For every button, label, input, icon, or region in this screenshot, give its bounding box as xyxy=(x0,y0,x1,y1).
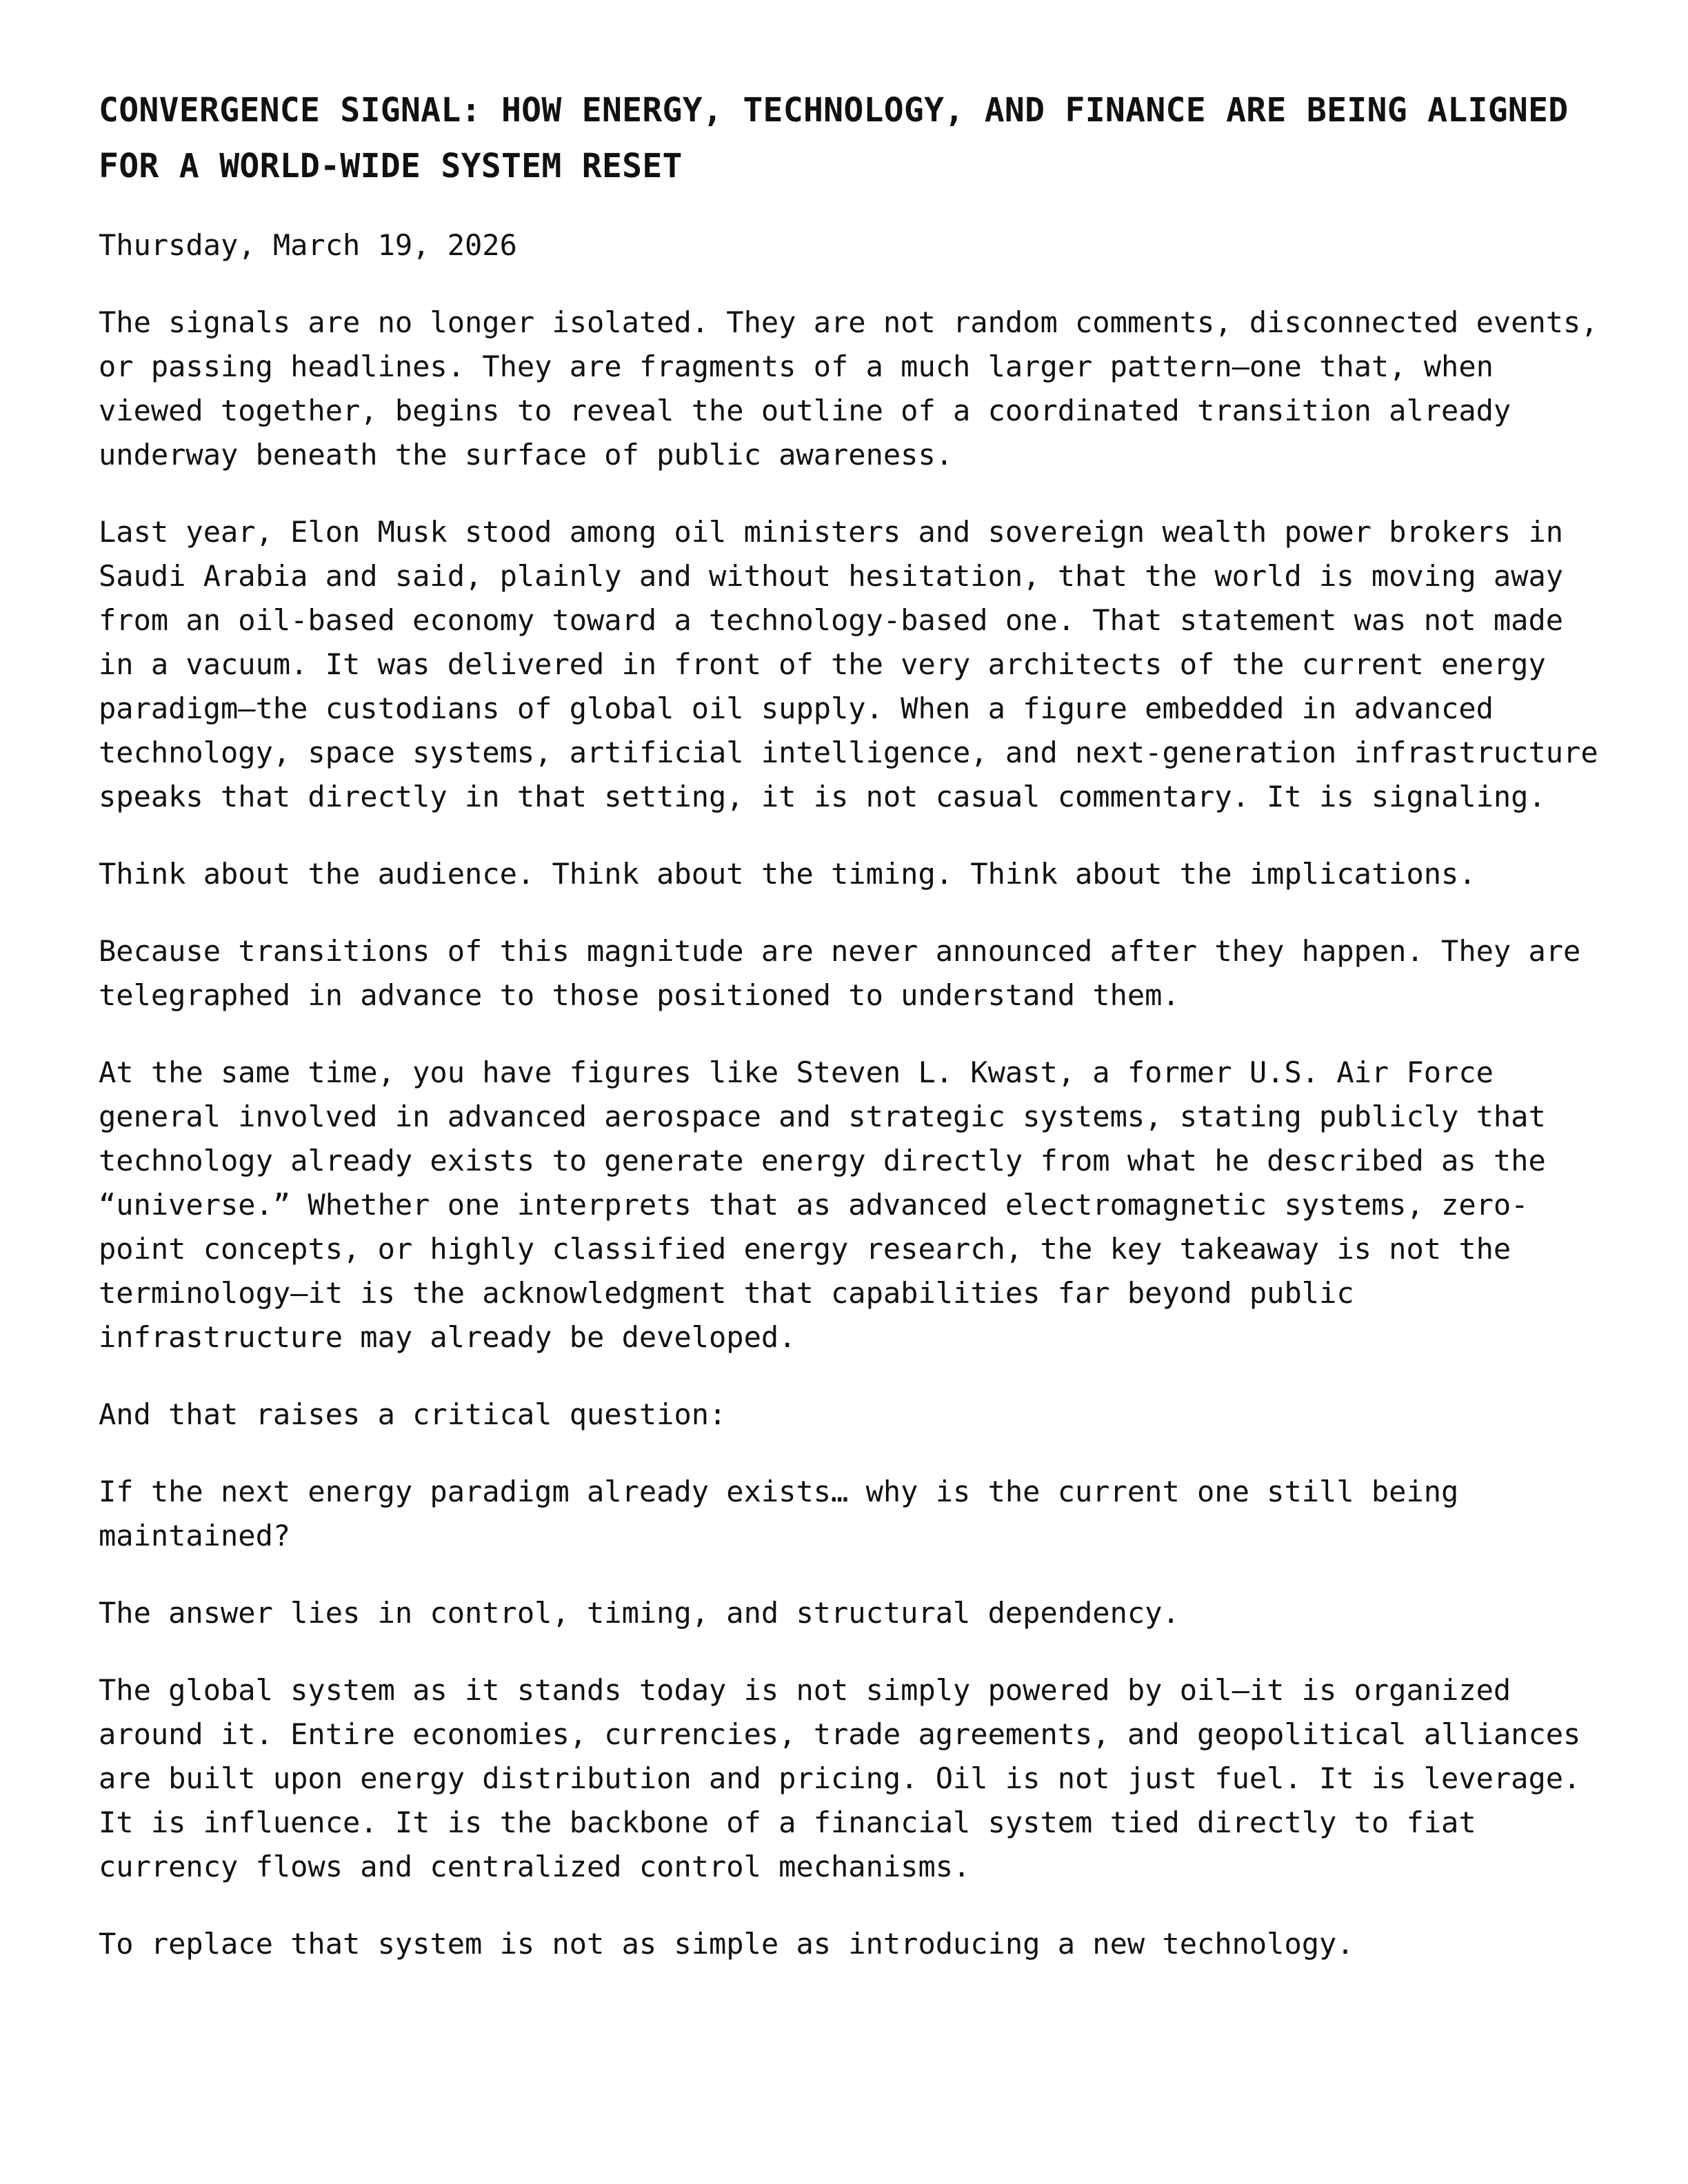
article-date: Thursday, March 19, 2026 xyxy=(99,228,517,262)
article-title: CONVERGENCE SIGNAL: HOW ENERGY, TECHNOLOGY, AND FINANCE ARE BEING ALIGNED FOR A WORLD-WIDE SYSTEM RESET xyxy=(99,91,1569,185)
article-paragraph: Think about the audience. Think about the timing. Think about the implications. xyxy=(99,857,1476,891)
article-paragraph: And that raises a critical question: xyxy=(99,1397,727,1431)
article-paragraph: To replace that system is not as simple as introducing a new technology. xyxy=(99,1927,1354,1961)
article-paragraph: The signals are no longer isolated. They are not random comments, disconnected events, or passing headlines. They are fragments of a much larger pattern—one that, when viewed together, begins to reveal the outline of a coordinated transition already underway beneath the surface of public awareness. xyxy=(99,305,1598,472)
article-paragraph: At the same time, you have figures like Steven L. Kwast, a former U.S. Air Force general involved in advanced aerospace and strategic systems, stating publicly that technology already exists to generate energy directly from what he described as the “universe.” Whether one interprets that as advanced electromagnetic systems, zero-point concepts, or highly classified energy research, the key takeaway is not the terminology—it is the acknowledgment that capabilities far beyond public infrastructure may already be developed. xyxy=(99,1055,1546,1354)
article-paragraph: Last year, Elon Musk stood among oil ministers and sovereign wealth power brokers in Saudi Arabia and said, plainly and without hesitation, that the world is moving away from an oil-based economy toward a technology-based one. That statement was not made in a vacuum. It was delivered in front of the very architects of the current energy paradigm—the custodians of global oil supply. When a figure embedded in advanced technology, space systems, artificial intelligence, and next-generation infrastructure speaks that directly in that setting, it is not casual commentary. It is signaling. xyxy=(99,515,1598,813)
article-paragraph: If the next energy paradigm already exists… why is the current one still being maintained? xyxy=(99,1475,1459,1553)
article-paragraph: Because transitions of this magnitude are never announced after they happen. They are telegraphed in advance to those positioned to understand them. xyxy=(99,934,1581,1012)
article xyxy=(99,83,1602,1999)
article-paragraph: The global system as it stands today is not simply powered by oil—it is organized around it. Entire economies, currencies, trade agreements, and geopolitical alliances are built upon energy distribution and pricing. Oil is not just fuel. It is leverage. It is influence. It is the backbone of a financial system tied directly to fiat currency flows and centralized control mechanisms. xyxy=(99,1673,1581,1883)
article-paragraph: The answer lies in control, timing, and structural dependency. xyxy=(99,1596,1180,1630)
